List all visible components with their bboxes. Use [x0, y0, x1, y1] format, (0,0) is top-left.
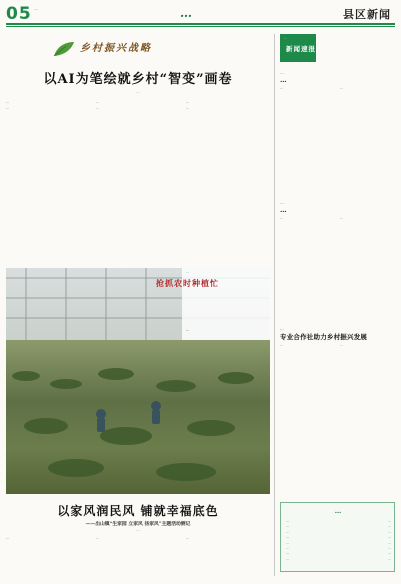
sidebar-item-1	[280, 70, 395, 91]
page-header	[0, 0, 401, 31]
story-column-1	[6, 536, 90, 542]
sidebar-item-2	[280, 200, 395, 221]
main-byline: …	[136, 90, 140, 94]
paragraph: …	[6, 536, 10, 540]
header-rule	[6, 23, 395, 25]
directory-right: …	[388, 524, 391, 529]
directory-left: …	[286, 540, 289, 545]
section-title: 县区新闻	[343, 8, 391, 21]
directory-right: …	[388, 529, 391, 534]
story-column-2	[96, 100, 180, 260]
directory-left: …	[286, 556, 289, 561]
page-number: 05	[6, 4, 32, 24]
item-title: 专业合作社助力乡村振兴发展	[280, 333, 368, 341]
photo-caption: …	[186, 270, 190, 274]
paragraph: …	[186, 100, 190, 104]
kicker: …	[280, 200, 284, 205]
directory-left: …	[286, 529, 289, 534]
paragraph: …	[339, 343, 343, 347]
paragraph: …	[96, 106, 100, 111]
main-column	[6, 34, 270, 578]
second-subheadline: ——出山镇“生家园 立家风 扬家风”主题活动侧记	[85, 521, 191, 527]
paragraph: …	[280, 86, 284, 90]
second-byline: …	[136, 528, 140, 532]
section-banner	[6, 34, 270, 64]
masthead: …	[180, 6, 193, 20]
leaf-icon	[52, 40, 76, 58]
paragraph: …	[96, 100, 100, 104]
directory-left: …	[286, 551, 289, 556]
banner-text: 乡村振兴战略	[80, 43, 152, 54]
directory-rows	[286, 519, 391, 562]
story-column-3	[186, 536, 270, 542]
directory-left: …	[286, 519, 289, 523]
date-line: …	[34, 6, 38, 11]
news-tag-small: …	[284, 36, 287, 40]
paragraph: …	[6, 106, 10, 111]
directory-title: …	[334, 507, 343, 515]
paragraph: …	[186, 106, 190, 111]
reporter-directory	[280, 502, 395, 572]
main-story-body	[6, 100, 270, 260]
second-story-body	[6, 536, 270, 542]
story-column-3	[186, 100, 270, 260]
item-title: …	[280, 76, 287, 84]
directory-row	[286, 557, 391, 562]
item-title: …	[280, 206, 287, 214]
directory-right: …	[388, 540, 391, 545]
directory-right: …	[388, 556, 391, 561]
paragraph: …	[186, 536, 190, 540]
item-body	[280, 216, 395, 221]
item-body	[280, 86, 395, 91]
story-column-2	[96, 536, 180, 542]
paragraph: …	[6, 100, 10, 104]
paragraph: …	[280, 216, 284, 220]
item-body	[280, 343, 395, 348]
main-headline: 以AI为笔绘就乡村“智变”画卷	[43, 72, 233, 87]
paragraph: …	[96, 536, 100, 540]
directory-left: …	[286, 535, 289, 540]
news-tag	[280, 34, 316, 62]
directory-right: …	[388, 519, 391, 523]
header-rule-thin	[6, 26, 395, 27]
photo-credit: …	[186, 328, 190, 332]
directory-left: …	[286, 524, 289, 529]
directory-left: …	[286, 546, 289, 551]
sidebar	[280, 34, 395, 578]
directory-right: …	[388, 551, 391, 556]
sidebar-item-3	[280, 326, 395, 348]
story-column-1	[6, 100, 90, 260]
column-divider	[274, 34, 275, 576]
farm-photo	[6, 268, 270, 494]
kicker: …	[280, 326, 284, 331]
news-tag-label: 新闻速报	[286, 45, 316, 53]
paragraph: …	[339, 216, 343, 220]
paragraph: …	[280, 343, 284, 347]
crop-rows	[6, 356, 270, 486]
kicker: …	[280, 70, 284, 75]
photo-label: 抢抓农时种植忙	[156, 279, 219, 288]
directory-right: …	[388, 546, 391, 551]
directory-right: …	[388, 535, 391, 540]
paragraph: …	[339, 86, 343, 90]
second-headline: 以家风润民风 铺就幸福底色	[57, 504, 219, 518]
